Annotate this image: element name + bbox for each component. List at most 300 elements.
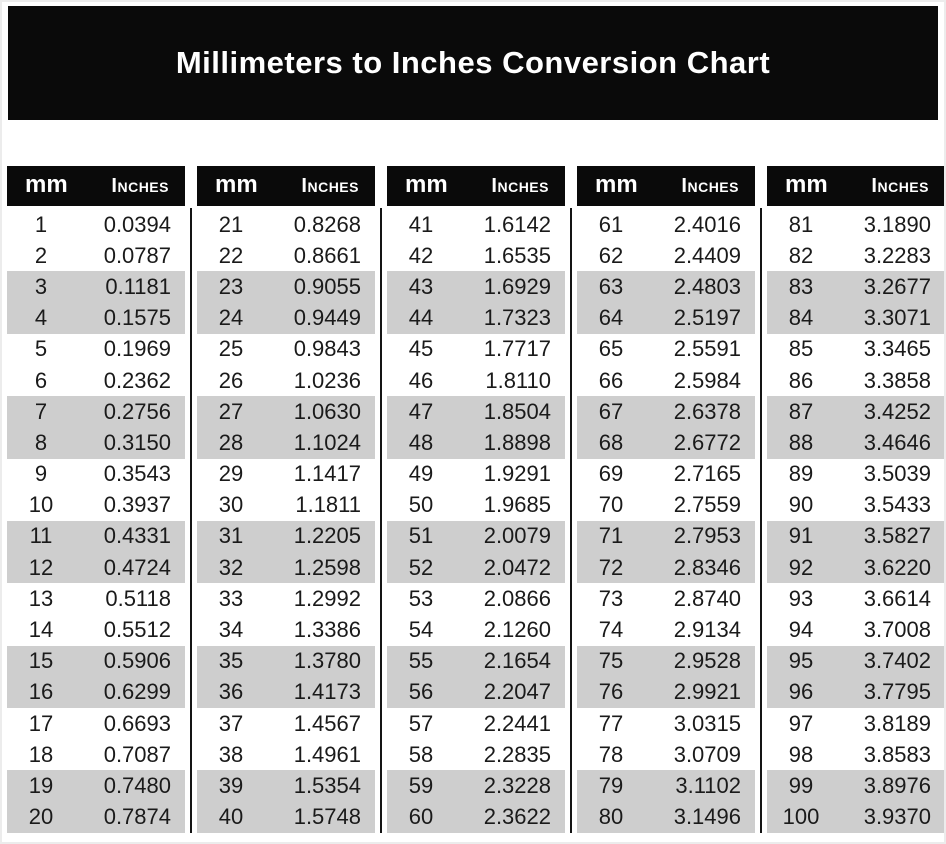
mm-cell: 14 <box>28 617 54 643</box>
mm-cell: 61 <box>598 211 624 237</box>
table-row <box>577 427 755 458</box>
table-row <box>7 521 185 552</box>
table-row <box>387 646 565 677</box>
table-row <box>197 614 375 645</box>
inches-cell: 2.6772 <box>673 429 741 455</box>
table-row <box>197 271 375 302</box>
table-row <box>767 521 945 552</box>
column-group-header <box>767 166 945 206</box>
table-row <box>387 490 565 521</box>
mm-header-label: mm <box>785 170 828 198</box>
inches-cell: 0.1575 <box>103 305 171 331</box>
mm-cell: 74 <box>598 617 624 643</box>
mm-cell: 56 <box>408 679 434 705</box>
mm-cell: 53 <box>408 585 434 611</box>
table-row <box>7 334 185 365</box>
inches-cell: 2.9921 <box>673 679 741 705</box>
inches-cell: 1.0236 <box>293 367 361 393</box>
mm-cell: 48 <box>408 429 434 455</box>
mm-cell: 4 <box>34 305 48 331</box>
mm-cell: 31 <box>218 523 244 549</box>
mm-cell: 78 <box>598 741 624 767</box>
mm-cell: 90 <box>788 492 814 518</box>
mm-header-label: mm <box>215 170 258 198</box>
table-row <box>387 240 565 271</box>
inches-cell: 3.5827 <box>863 523 931 549</box>
table-row <box>387 396 565 427</box>
mm-cell: 44 <box>408 305 434 331</box>
inches-cell: 0.3150 <box>103 429 171 455</box>
table-row <box>577 552 755 583</box>
inches-cell: 3.9370 <box>863 804 931 830</box>
table-row <box>197 583 375 614</box>
column-group-header <box>387 166 565 206</box>
table-row <box>387 365 565 396</box>
inches-header-label: Inches <box>681 175 739 197</box>
inches-cell: 2.9134 <box>673 617 741 643</box>
mm-cell: 83 <box>788 273 814 299</box>
table-row <box>197 646 375 677</box>
table-row <box>387 677 565 708</box>
inches-cell: 1.9685 <box>483 492 551 518</box>
mm-cell: 79 <box>598 772 624 798</box>
inches-cell: 3.2283 <box>863 242 931 268</box>
inches-cell: 2.4016 <box>673 211 741 237</box>
mm-cell: 24 <box>218 305 244 331</box>
mm-cell: 7 <box>34 398 48 424</box>
mm-cell: 35 <box>218 648 244 674</box>
mm-cell: 68 <box>598 429 624 455</box>
table-column-group <box>197 166 375 833</box>
column-divider <box>190 208 192 833</box>
inches-cell: 0.5118 <box>105 585 171 611</box>
table-row <box>387 427 565 458</box>
inches-cell: 3.1102 <box>675 772 741 798</box>
table-row <box>577 802 755 833</box>
mm-cell: 32 <box>218 554 244 580</box>
column-divider <box>760 208 762 833</box>
mm-cell: 23 <box>218 273 244 299</box>
mm-cell: 33 <box>218 585 244 611</box>
mm-cell: 47 <box>408 398 434 424</box>
inches-cell: 3.0315 <box>673 710 741 736</box>
inches-cell: 1.1811 <box>295 492 361 518</box>
inches-header-label: Inches <box>871 175 929 197</box>
inches-cell: 3.3465 <box>863 336 931 362</box>
mm-cell: 6 <box>34 367 48 393</box>
page-title: Millimeters to Inches Conversion Chart <box>175 45 771 80</box>
mm-header-label: mm <box>25 170 68 198</box>
inches-cell: 0.9055 <box>293 273 361 299</box>
table-row <box>767 303 945 334</box>
inches-cell: 3.3858 <box>863 367 931 393</box>
inches-header-label: Inches <box>301 175 359 197</box>
inches-cell: 2.7165 <box>673 461 741 487</box>
mm-cell: 69 <box>598 461 624 487</box>
mm-cell: 77 <box>598 710 624 736</box>
inches-cell: 0.0394 <box>103 211 171 237</box>
table-row <box>197 365 375 396</box>
table-row <box>387 334 565 365</box>
inches-cell: 2.0866 <box>483 585 551 611</box>
mm-cell: 40 <box>218 804 244 830</box>
mm-cell: 15 <box>28 648 54 674</box>
table-row <box>767 427 945 458</box>
inches-cell: 2.7953 <box>673 523 741 549</box>
inches-cell: 2.5984 <box>673 367 741 393</box>
mm-cell: 92 <box>788 554 814 580</box>
table-row <box>387 521 565 552</box>
inches-cell: 1.2598 <box>293 554 361 580</box>
table-row <box>577 521 755 552</box>
mm-cell: 37 <box>218 710 244 736</box>
group-body <box>387 209 565 833</box>
table-row <box>387 459 565 490</box>
mm-cell: 98 <box>788 741 814 767</box>
table-row <box>387 209 565 240</box>
group-body <box>767 209 945 833</box>
table-row <box>7 271 185 302</box>
inches-cell: 0.8268 <box>293 211 361 237</box>
table-row <box>577 614 755 645</box>
mm-cell: 88 <box>788 429 814 455</box>
mm-cell: 39 <box>218 772 244 798</box>
inches-cell: 2.0079 <box>483 523 551 549</box>
inches-cell: 2.3622 <box>483 804 551 830</box>
inches-cell: 3.6220 <box>863 554 931 580</box>
mm-cell: 36 <box>218 679 244 705</box>
mm-header-label: mm <box>595 170 638 198</box>
mm-cell: 1 <box>34 211 48 237</box>
mm-cell: 62 <box>598 242 624 268</box>
inches-cell: 2.1260 <box>483 617 551 643</box>
inches-cell: 1.5748 <box>293 804 361 830</box>
table-row <box>197 708 375 739</box>
table-row <box>767 271 945 302</box>
inches-cell: 0.4331 <box>103 523 171 549</box>
mm-cell: 96 <box>788 679 814 705</box>
mm-cell: 16 <box>28 679 54 705</box>
table-row <box>7 396 185 427</box>
table-row <box>7 708 185 739</box>
table-row <box>577 240 755 271</box>
inches-cell: 3.3071 <box>863 305 931 331</box>
table-row <box>7 739 185 770</box>
table-row <box>7 677 185 708</box>
table-row <box>577 459 755 490</box>
inches-cell: 2.3228 <box>483 772 551 798</box>
table-row <box>7 490 185 521</box>
mm-cell: 51 <box>408 523 434 549</box>
inches-cell: 0.2756 <box>103 398 171 424</box>
table-row <box>577 334 755 365</box>
mm-cell: 29 <box>218 461 244 487</box>
mm-cell: 85 <box>788 336 814 362</box>
inches-cell: 0.9843 <box>293 336 361 362</box>
mm-cell: 27 <box>218 398 244 424</box>
mm-cell: 58 <box>408 741 434 767</box>
mm-cell: 5 <box>34 336 48 362</box>
inches-cell: 3.5433 <box>863 492 931 518</box>
group-body <box>7 209 185 833</box>
mm-cell: 99 <box>788 772 814 798</box>
mm-cell: 95 <box>788 648 814 674</box>
inches-cell: 3.7008 <box>863 617 931 643</box>
mm-cell: 65 <box>598 336 624 362</box>
conversion-table <box>7 166 945 833</box>
mm-cell: 84 <box>788 305 814 331</box>
inches-cell: 1.2205 <box>293 523 361 549</box>
title-banner <box>8 6 938 120</box>
inches-cell: 0.3543 <box>103 461 171 487</box>
mm-cell: 25 <box>218 336 244 362</box>
inches-cell: 1.8898 <box>483 429 551 455</box>
inches-cell: 3.2677 <box>863 273 931 299</box>
table-row <box>577 677 755 708</box>
inches-cell: 1.2992 <box>293 585 361 611</box>
mm-cell: 67 <box>598 398 624 424</box>
mm-cell: 18 <box>28 741 54 767</box>
table-row <box>767 770 945 801</box>
table-row <box>767 677 945 708</box>
inches-cell: 2.8740 <box>673 585 741 611</box>
mm-cell: 3 <box>34 273 48 299</box>
column-divider <box>380 208 382 833</box>
table-row <box>577 583 755 614</box>
mm-cell: 57 <box>408 710 434 736</box>
table-row <box>577 365 755 396</box>
table-row <box>387 708 565 739</box>
mm-cell: 63 <box>598 273 624 299</box>
inches-cell: 1.1024 <box>293 429 361 455</box>
table-row <box>577 271 755 302</box>
table-row <box>7 770 185 801</box>
mm-cell: 2 <box>34 242 48 268</box>
mm-cell: 76 <box>598 679 624 705</box>
inches-cell: 1.7717 <box>483 336 551 362</box>
mm-cell: 66 <box>598 367 624 393</box>
table-row <box>767 739 945 770</box>
inches-cell: 1.9291 <box>483 461 551 487</box>
mm-cell: 97 <box>788 710 814 736</box>
table-row <box>197 427 375 458</box>
inches-cell: 1.6142 <box>483 211 551 237</box>
mm-cell: 86 <box>788 367 814 393</box>
inches-cell: 2.4803 <box>673 273 741 299</box>
inches-cell: 3.7795 <box>863 679 931 705</box>
mm-cell: 22 <box>218 242 244 268</box>
inches-cell: 1.8110 <box>485 367 551 393</box>
mm-cell: 64 <box>598 305 624 331</box>
mm-cell: 12 <box>28 554 54 580</box>
inches-cell: 1.1417 <box>293 461 361 487</box>
mm-cell: 94 <box>788 617 814 643</box>
inches-cell: 0.3937 <box>103 492 171 518</box>
table-row <box>767 365 945 396</box>
inches-cell: 3.7402 <box>863 648 931 674</box>
mm-cell: 60 <box>408 804 434 830</box>
inches-cell: 0.7087 <box>103 741 171 767</box>
inches-cell: 1.7323 <box>483 305 551 331</box>
inches-cell: 1.0630 <box>293 398 361 424</box>
table-row <box>7 209 185 240</box>
table-column-group <box>387 166 565 833</box>
table-row <box>767 802 945 833</box>
inches-cell: 3.8976 <box>863 772 931 798</box>
mm-cell: 46 <box>408 367 434 393</box>
inches-cell: 3.5039 <box>863 461 931 487</box>
table-row <box>387 271 565 302</box>
inches-cell: 2.1654 <box>483 648 551 674</box>
mm-cell: 100 <box>782 804 820 830</box>
mm-cell: 89 <box>788 461 814 487</box>
group-body <box>577 209 755 833</box>
table-row <box>577 209 755 240</box>
mm-cell: 59 <box>408 772 434 798</box>
inches-cell: 2.7559 <box>673 492 741 518</box>
table-row <box>387 614 565 645</box>
inches-cell: 0.6693 <box>103 710 171 736</box>
table-row <box>767 552 945 583</box>
table-row <box>7 646 185 677</box>
mm-cell: 70 <box>598 492 624 518</box>
inches-cell: 2.5197 <box>673 305 741 331</box>
table-row <box>767 396 945 427</box>
mm-cell: 10 <box>28 492 54 518</box>
mm-cell: 71 <box>598 523 624 549</box>
inches-cell: 2.9528 <box>673 648 741 674</box>
group-body <box>197 209 375 833</box>
mm-cell: 38 <box>218 741 244 767</box>
inches-cell: 0.1969 <box>103 336 171 362</box>
table-row <box>197 240 375 271</box>
column-group-header <box>7 166 185 206</box>
inches-cell: 0.2362 <box>103 367 171 393</box>
inches-cell: 2.2835 <box>483 741 551 767</box>
column-group-header <box>197 166 375 206</box>
inches-cell: 3.1496 <box>673 804 741 830</box>
inches-cell: 1.4567 <box>293 710 361 736</box>
table-column-group <box>577 166 755 833</box>
inches-cell: 2.4409 <box>673 242 741 268</box>
table-row <box>7 365 185 396</box>
inches-cell: 1.6929 <box>483 273 551 299</box>
inches-cell: 1.6535 <box>483 242 551 268</box>
table-row <box>387 770 565 801</box>
inches-cell: 2.2441 <box>483 710 551 736</box>
column-divider <box>570 208 572 833</box>
table-row <box>197 802 375 833</box>
inches-cell: 3.1890 <box>863 211 931 237</box>
inches-cell: 0.8661 <box>293 242 361 268</box>
table-row <box>577 396 755 427</box>
table-column-group <box>767 166 945 833</box>
table-row <box>197 396 375 427</box>
table-row <box>387 802 565 833</box>
mm-cell: 55 <box>408 648 434 674</box>
inches-cell: 2.5591 <box>673 336 741 362</box>
table-row <box>767 583 945 614</box>
inches-cell: 2.6378 <box>673 398 741 424</box>
mm-cell: 82 <box>788 242 814 268</box>
mm-cell: 73 <box>598 585 624 611</box>
mm-cell: 19 <box>28 772 54 798</box>
table-row <box>197 459 375 490</box>
inches-cell: 0.7480 <box>103 772 171 798</box>
table-row <box>197 677 375 708</box>
inches-cell: 3.4646 <box>863 429 931 455</box>
mm-cell: 17 <box>28 710 54 736</box>
table-row <box>197 521 375 552</box>
inches-cell: 0.5512 <box>103 617 171 643</box>
mm-cell: 91 <box>788 523 814 549</box>
table-row <box>577 303 755 334</box>
table-row <box>387 583 565 614</box>
table-column-group <box>7 166 185 833</box>
table-row <box>767 646 945 677</box>
mm-cell: 41 <box>408 211 434 237</box>
table-row <box>197 334 375 365</box>
mm-cell: 81 <box>788 211 814 237</box>
table-row <box>767 614 945 645</box>
mm-cell: 50 <box>408 492 434 518</box>
inches-cell: 0.7874 <box>103 804 171 830</box>
mm-cell: 87 <box>788 398 814 424</box>
table-row <box>7 303 185 334</box>
table-row <box>197 209 375 240</box>
mm-cell: 49 <box>408 461 434 487</box>
mm-cell: 20 <box>28 804 54 830</box>
mm-cell: 54 <box>408 617 434 643</box>
table-row <box>197 739 375 770</box>
column-group-header <box>577 166 755 206</box>
table-row <box>7 427 185 458</box>
inches-cell: 2.8346 <box>673 554 741 580</box>
table-row <box>197 552 375 583</box>
table-row <box>387 303 565 334</box>
mm-header-label: mm <box>405 170 448 198</box>
inches-cell: 0.4724 <box>103 554 171 580</box>
table-row <box>197 490 375 521</box>
table-row <box>767 490 945 521</box>
mm-cell: 93 <box>788 585 814 611</box>
table-row <box>767 209 945 240</box>
mm-cell: 45 <box>408 336 434 362</box>
mm-cell: 34 <box>218 617 244 643</box>
mm-cell: 80 <box>598 804 624 830</box>
table-row <box>387 552 565 583</box>
mm-cell: 43 <box>408 273 434 299</box>
inches-cell: 2.0472 <box>483 554 551 580</box>
mm-cell: 26 <box>218 367 244 393</box>
mm-cell: 11 <box>29 523 53 549</box>
table-row <box>767 708 945 739</box>
mm-cell: 52 <box>408 554 434 580</box>
table-row <box>387 739 565 770</box>
inches-cell: 3.6614 <box>863 585 931 611</box>
table-row <box>577 708 755 739</box>
mm-cell: 28 <box>218 429 244 455</box>
mm-cell: 72 <box>598 554 624 580</box>
mm-cell: 8 <box>34 429 48 455</box>
mm-cell: 42 <box>408 242 434 268</box>
inches-cell: 3.4252 <box>863 398 931 424</box>
inches-cell: 3.8583 <box>863 741 931 767</box>
inches-cell: 0.9449 <box>293 305 361 331</box>
mm-cell: 13 <box>28 585 54 611</box>
table-row <box>7 459 185 490</box>
inches-cell: 0.0787 <box>103 242 171 268</box>
